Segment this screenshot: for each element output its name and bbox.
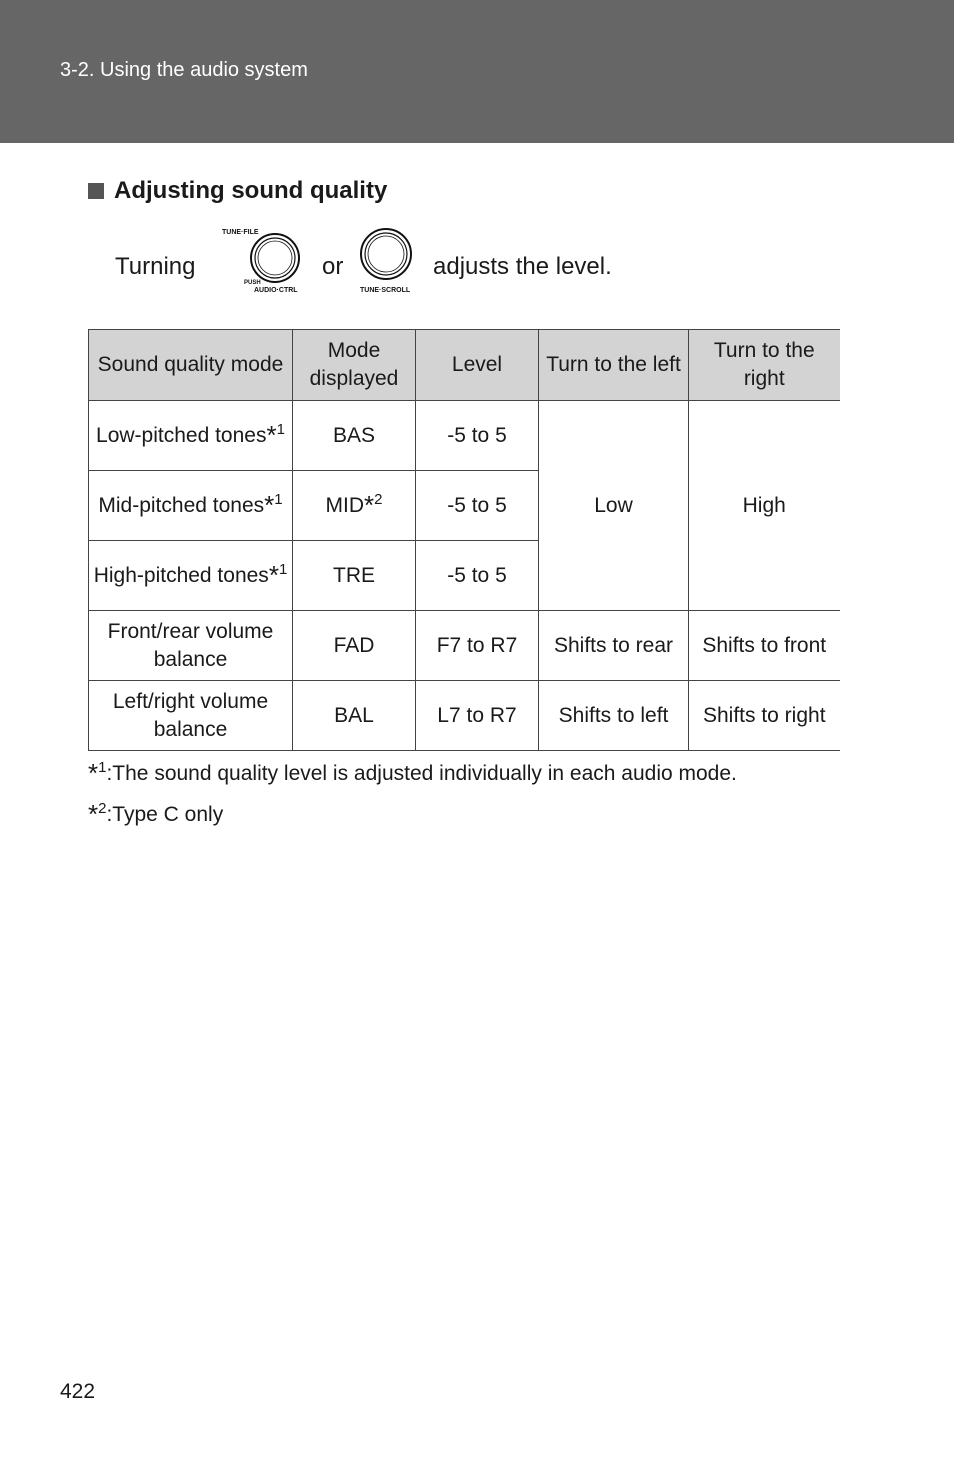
column-header: Sound quality mode: [89, 330, 293, 401]
footnote-1: *$^1$:The sound quality level is adjusted individually in each audio mode.: [88, 758, 737, 788]
knob1-push-label: PUSH: [244, 280, 261, 286]
level-cell: -5 to 5: [416, 401, 539, 471]
breadcrumb: 3-2. Using the audio system: [60, 59, 308, 81]
display-cell: BAL: [293, 681, 416, 751]
page-number: 422: [60, 1380, 96, 1403]
level-cell: L7 to R7: [416, 681, 539, 751]
column-header: Turn to the left: [539, 330, 689, 401]
table-row: [89, 401, 840, 471]
level-cell: F7 to R7: [416, 611, 539, 681]
left-cell: Shifts to left: [539, 681, 689, 751]
square-bullet-icon: [88, 183, 104, 199]
tone-right-cell: High: [689, 401, 840, 611]
sound-quality-table: [88, 329, 840, 751]
column-header: Turn to the right: [689, 330, 840, 401]
mode-cell: Mid-pitched tones*$^1$: [89, 471, 293, 541]
table-header-row: [89, 330, 840, 401]
instruction-middle: or: [322, 253, 344, 280]
left-cell: Shifts to rear: [539, 611, 689, 681]
instruction-before: Turning: [115, 253, 196, 280]
tone-left-cell: Low: [539, 401, 689, 611]
column-header: Mode displayed: [293, 330, 416, 401]
right-cell: Shifts to front: [689, 611, 840, 681]
display-cell: TRE: [293, 541, 416, 611]
mode-cell: High-pitched tones*$^1$: [89, 541, 293, 611]
footnote-2: *$^2$:Type C only: [88, 799, 224, 829]
mode-cell: Front/rear volume balance: [89, 611, 293, 681]
knob1-bottom-label: AUDIO·CTRL: [254, 287, 298, 294]
instruction-line: [115, 226, 875, 298]
display-cell: BAS: [293, 401, 416, 471]
tune-file-knob-icon: [218, 226, 310, 298]
section-title-text: Adjusting sound quality: [114, 177, 388, 204]
display-cell: MID*$^2$: [293, 471, 416, 541]
column-header: Level: [416, 330, 539, 401]
instruction-after: adjusts the level.: [433, 253, 612, 280]
right-cell: Shifts to right: [689, 681, 840, 751]
knob1-top-label: TUNE·FILE: [222, 229, 259, 236]
mode-cell: Low-pitched tones*$^1$: [89, 401, 293, 471]
mode-cell: Left/right volume balance: [89, 681, 293, 751]
table-row: [89, 681, 840, 751]
table-row: [89, 611, 840, 681]
display-cell: FAD: [293, 611, 416, 681]
header-bar: [0, 0, 954, 143]
level-cell: -5 to 5: [416, 471, 539, 541]
section-title: [88, 177, 387, 205]
level-cell: -5 to 5: [416, 541, 539, 611]
tune-scroll-knob-icon: [357, 226, 421, 298]
knob2-bottom-label: TUNE·SCROLL: [360, 287, 411, 294]
